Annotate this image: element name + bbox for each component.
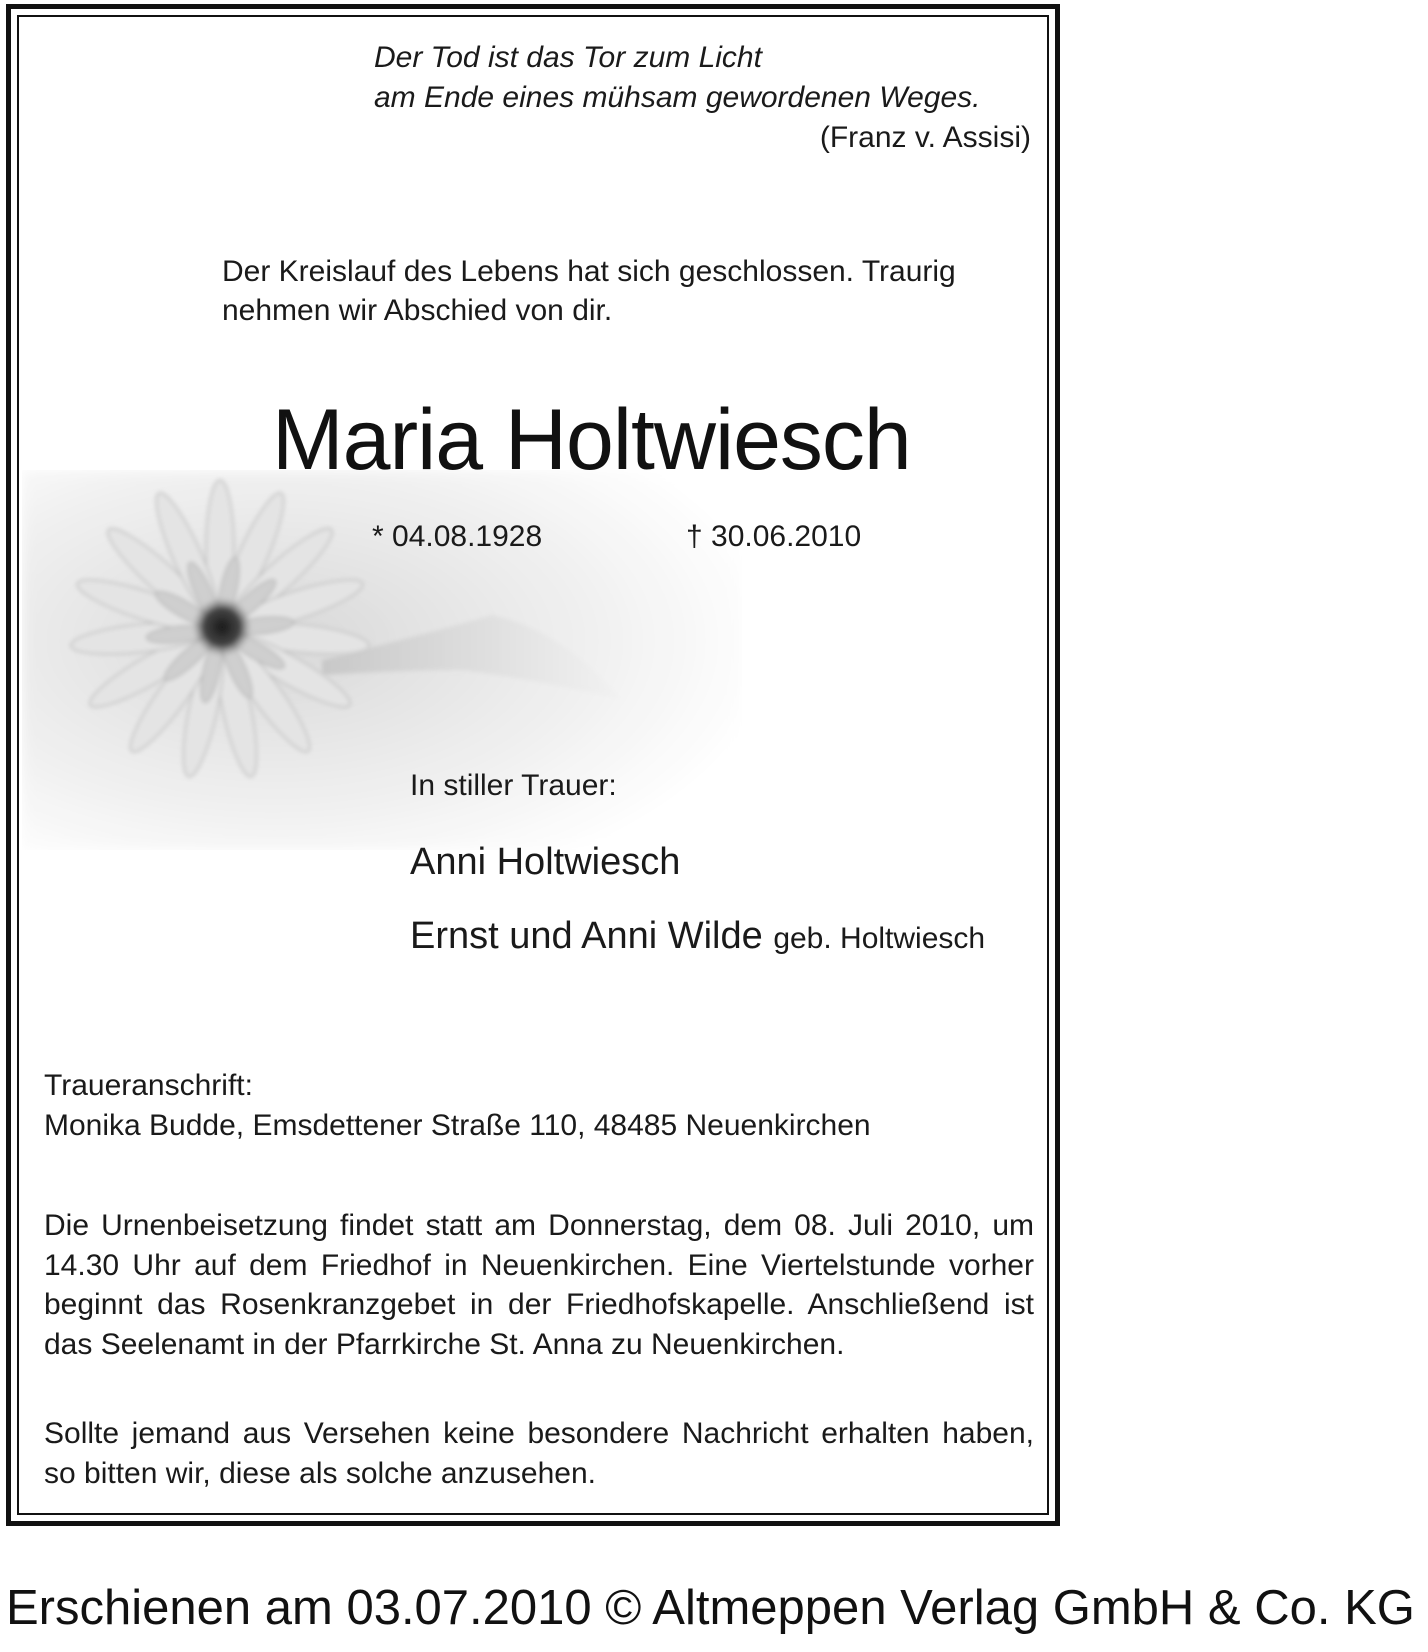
quote-line-1: Der Tod ist das Tor zum Licht xyxy=(374,41,762,74)
mourner-name-text: Ernst und Anni Wilde xyxy=(410,915,763,957)
address-label: Traueranschrift: xyxy=(44,1069,253,1102)
mourner-name xyxy=(410,914,985,961)
quote-line-2: am Ende eines mühsam gewordenen Weges. xyxy=(374,81,981,114)
footer-credit: Erschienen am 03.07.2010 © Altmeppen Verlag GmbH & Co. KG xyxy=(6,1581,1415,1635)
mourners-label: In stiller Trauer: xyxy=(410,769,617,802)
deceased-name: Maria Holtwiesch xyxy=(272,392,911,488)
mourner-name: Anni Holtwiesch xyxy=(410,841,681,883)
quote xyxy=(374,38,1034,118)
quote-source: (Franz v. Assisi) xyxy=(819,121,1031,154)
intro-text: Der Kreislauf des Lebens hat sich geschlossen. Traurig nehmen wir Abschied von dir. xyxy=(222,255,956,327)
mourner-birth-name: geb. Holtwiesch xyxy=(773,922,986,955)
notice-text: Sollte jemand aus Versehen keine besondere Nachricht erhalten haben, so bitten wir, diese als solche anzusehen. xyxy=(44,1417,1034,1490)
address-value: Monika Budde, Emsdettener Straße 110, 48485 Neuenkirchen xyxy=(44,1109,871,1142)
birth-date: * 04.08.1928 xyxy=(372,520,543,553)
death-date: † 30.06.2010 xyxy=(686,520,862,553)
funeral-details: Die Urnenbeisetzung findet statt am Donnerstag, dem 08. Juli 2010, um 14.30 Uhr auf dem Friedhof in Neuenkirchen. Eine Viertelstunde vorher beginnt das Rosenkranzgebet in der Friedhofskapelle. Anschließend ist das Seelenamt in der Pfarrkirche St. Anna zu Neuenkirchen. xyxy=(44,1209,1034,1361)
